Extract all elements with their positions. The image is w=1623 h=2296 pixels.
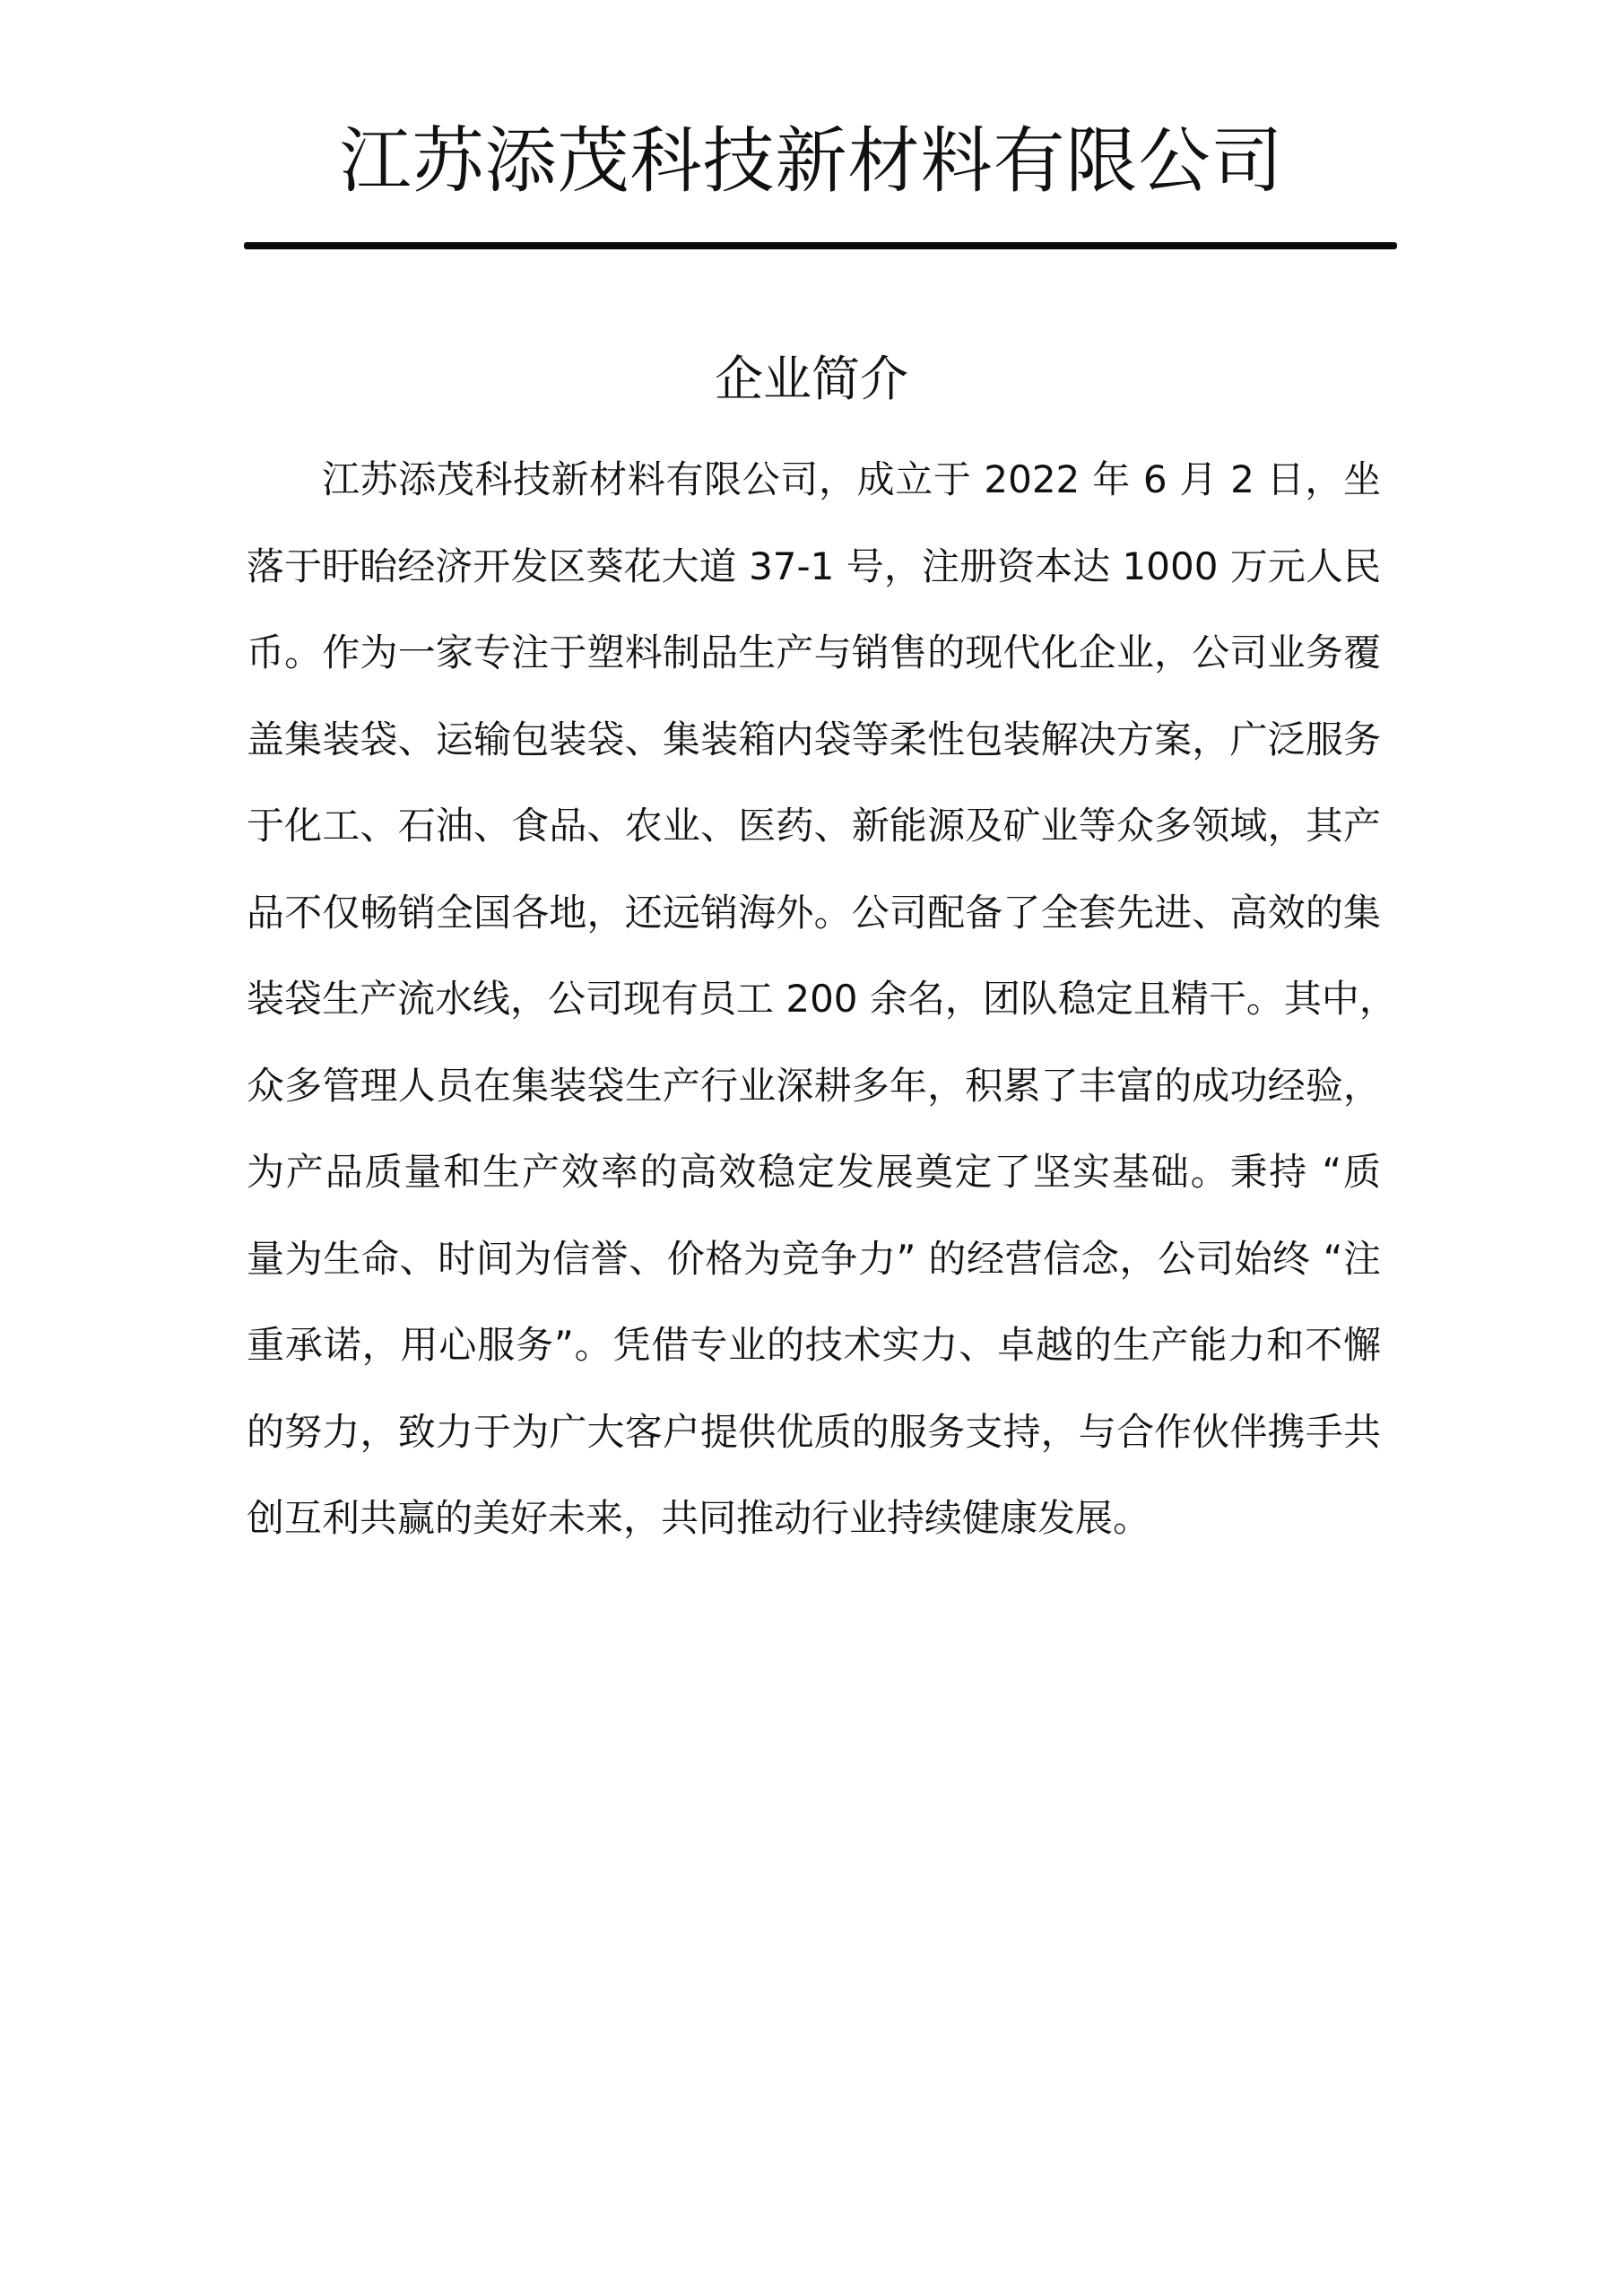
paragraph-line: 的努力，致力于为广大客户提供优质的服务支持，与合作伙伴携手共 [247, 1409, 1381, 1454]
section-title: 企业简介 [715, 351, 908, 407]
paragraph-line: 重承诺，用心服务”。凭借专业的技术实力、卓越的生产能力和不懈 [247, 1323, 1381, 1367]
paragraph-line: 于化工、石油、食品、农业、医药、新能源及矿业等众多领域，其产 [247, 804, 1381, 848]
paragraph-line: 装袋生产流水线，公司现有员工 200 余名，团队稳定且精干。其中， [247, 977, 1397, 1021]
company-intro-paragraph [247, 437, 1397, 1562]
paragraph-line: 江苏添茂科技新材料有限公司，成立于 2022 年 6 月 2 日，坐 [322, 457, 1381, 501]
paragraph-line: 盖集装袋、运输包装袋、集装箱内袋等柔性包装解决方案，广泛服务 [247, 717, 1381, 761]
paragraph-line: 币。作为一家专注于塑料制品生产与销售的现代化企业，公司业务覆 [247, 631, 1381, 674]
paragraph-line: 量为生命、时间为信誉、价格为竞争力” 的经营信念，公司始终 “注 [247, 1236, 1381, 1281]
paragraph-line: 创互利共赢的美好未来，共同推动行业持续健康发展。 [247, 1496, 1151, 1540]
header-divider [244, 242, 1397, 249]
paragraph-line: 品不仅畅销全国各地，还远销海外。公司配备了全套先进、高效的集 [247, 890, 1381, 935]
paragraph-line: 落于盱眙经济开发区葵花大道 37-1 号，注册资本达 1000 万元人民 [247, 544, 1381, 588]
company-title: 江苏添茂科技新材料有限公司 [339, 119, 1284, 203]
paragraph-line: 为产品质量和生产效率的高效稳定发展奠定了坚实基础。秉持 “质 [247, 1150, 1381, 1194]
paragraph-line: 众多管理人员在集装袋生产行业深耕多年，积累了丰富的成功经验， [247, 1063, 1381, 1108]
